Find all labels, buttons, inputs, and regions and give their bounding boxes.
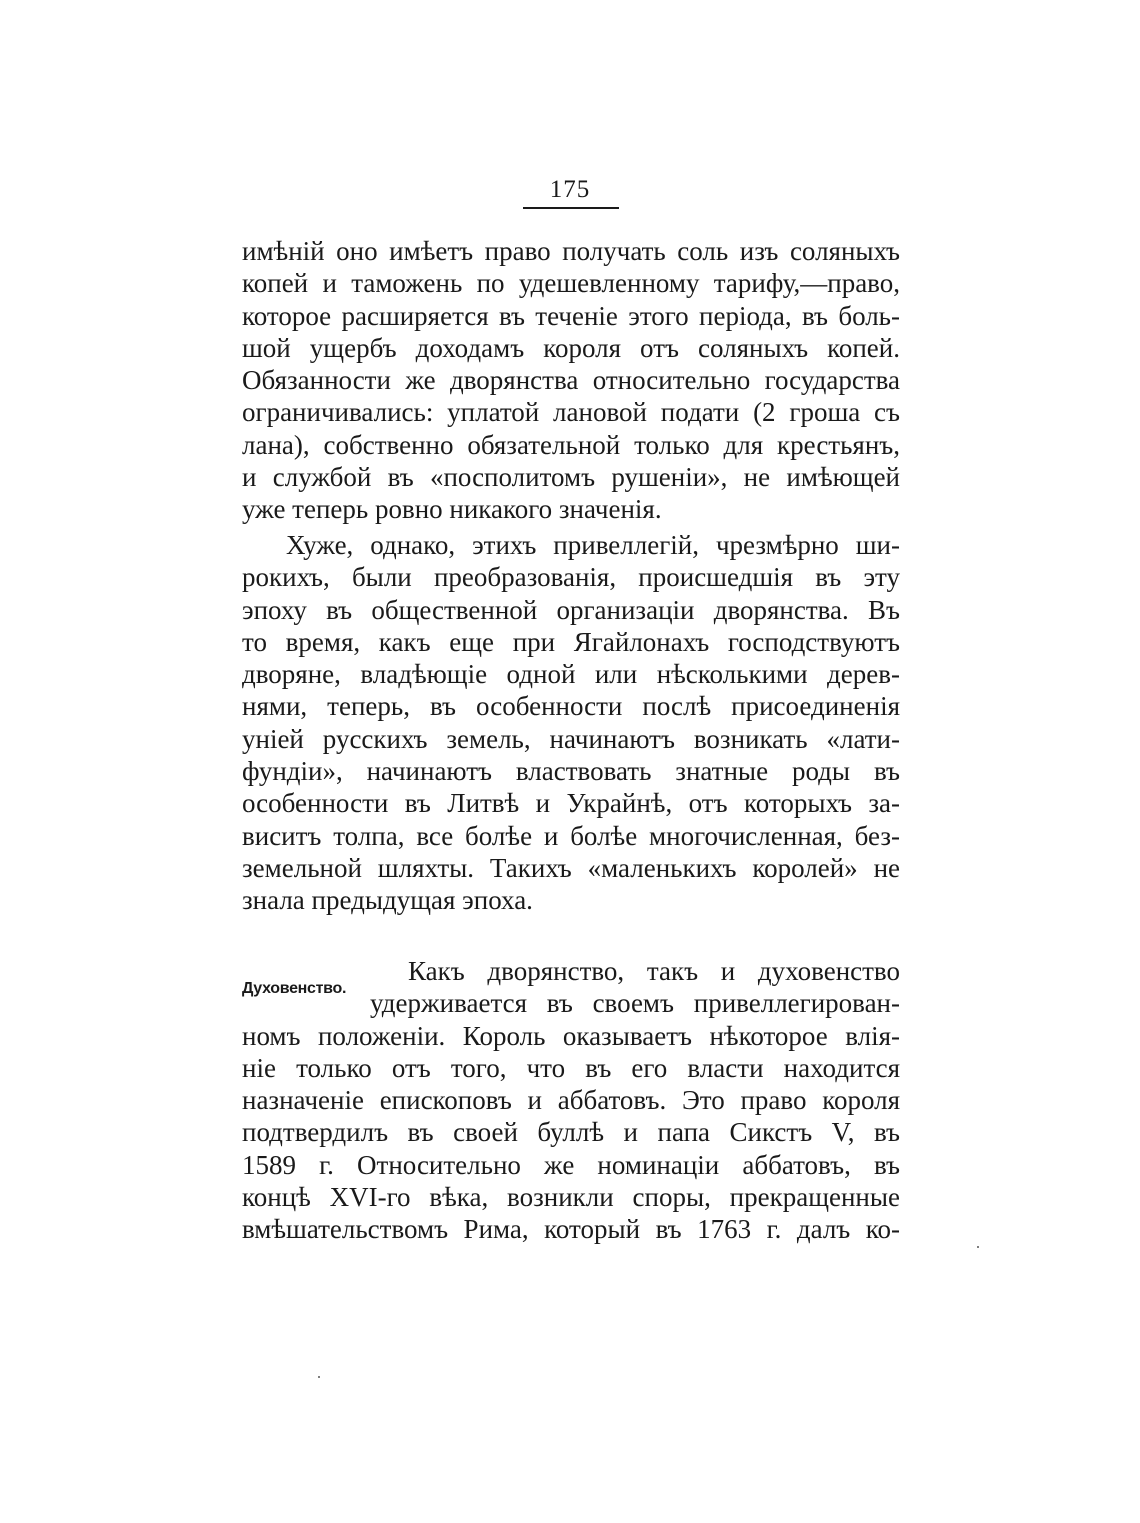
paper-speck bbox=[977, 1246, 979, 1248]
text-line: знала предыдущая эпоха. bbox=[242, 885, 533, 916]
paragraph-clergy bbox=[242, 955, 900, 1246]
page-number-rule bbox=[523, 207, 619, 209]
text-line: которое расширяется въ теченіе этого періода, въ боль- bbox=[242, 300, 900, 331]
margin-note-clergy: Духовенство. bbox=[242, 980, 347, 997]
text-line: то время, какъ еще при Ягайлонахъ господствуютъ bbox=[242, 626, 900, 657]
text-line: дворяне, владѣющіе одной или нѣсколькими дерев- bbox=[242, 659, 900, 690]
text-line: копей и таможень по удешевленному тарифу,—право, bbox=[242, 268, 900, 299]
text-line: фундіи», начинаютъ властвовать знатные роды въ bbox=[242, 756, 900, 787]
page-number: 175 bbox=[549, 176, 591, 203]
text-line: уже теперь ровно никакого значенія. bbox=[242, 494, 662, 525]
text-line: удерживается въ своемъ привеллегирован- bbox=[370, 988, 900, 1019]
text-line: Какъ дворянство, такъ и духовенство bbox=[408, 956, 900, 986]
text-line: имѣній оно имѣетъ право получать соль изъ соляныхъ bbox=[242, 236, 900, 266]
text-line: ограничивались: уплатой лановой подати (2 гроша съ bbox=[242, 397, 900, 428]
text-line: земельной шляхты. Такихъ «маленькихъ королей» не bbox=[242, 852, 900, 883]
text-line: номъ положеніи. Король оказываетъ нѣкоторое влія- bbox=[242, 1020, 900, 1051]
text-line: эпоху въ общественной организаціи дворянства. Въ bbox=[242, 594, 900, 625]
text-line: лана), собственно обязательной только для крестьянъ, bbox=[242, 429, 900, 460]
text-line: ніе только отъ того, что въ его власти находится bbox=[242, 1052, 900, 1083]
paper-speck bbox=[318, 1376, 320, 1378]
text-line: 1589 г. Относительно же номинаціи аббатовъ, въ bbox=[242, 1149, 900, 1180]
text-line: особенности въ Литвѣ и Украйнѣ, отъ которыхъ за- bbox=[242, 788, 900, 819]
text-line: виситъ толпа, все болѣе и болѣе многочисленная, без- bbox=[242, 820, 900, 851]
text-line: рокихъ, были преобразованія, происшедшія въ эту bbox=[242, 562, 900, 593]
text-line: концѣ XVI-го вѣка, возникли споры, прекращенные bbox=[242, 1182, 900, 1213]
text-line: назначеніе епископовъ и аббатовъ. Это право короля bbox=[242, 1085, 900, 1116]
text-line: вмѣшательствомъ Рима, который въ 1763 г. далъ ко- bbox=[242, 1214, 900, 1245]
text-line: и службой въ «посполитомъ рушеніи», не имѣющей bbox=[242, 462, 900, 493]
text-line: подтвердилъ въ своей буллѣ и папа Сикстъ V, въ bbox=[242, 1117, 900, 1148]
paragraph-nobility-duties bbox=[242, 235, 900, 526]
text-line: уніей русскихъ земель, начинаютъ возникать «лати- bbox=[242, 723, 900, 754]
text-line: Хуже, однако, этихъ привеллегій, чрезмѣрно ши- bbox=[286, 530, 900, 560]
text-line: нями, теперь, въ особенности послѣ присоединенія bbox=[242, 691, 900, 722]
paragraph-latifundia bbox=[242, 529, 900, 917]
text-line: Обязанности же дворянства относительно государства bbox=[242, 365, 900, 396]
text-line: шой ущербъ доходамъ короля отъ соляныхъ копей. bbox=[242, 332, 900, 363]
